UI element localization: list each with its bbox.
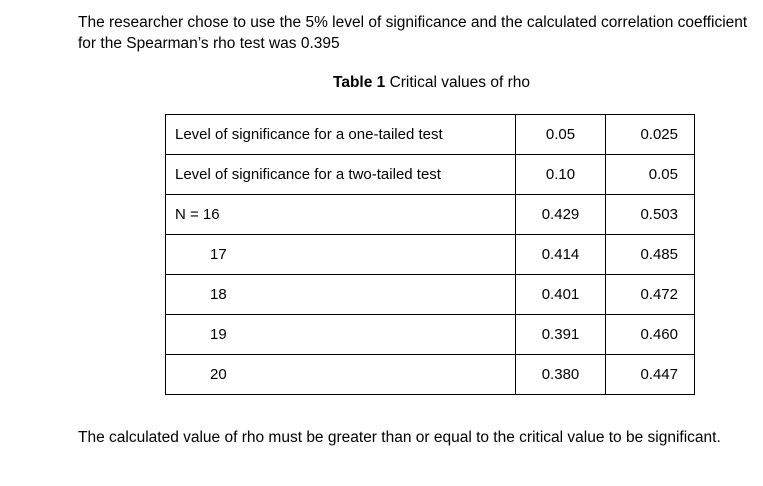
row-label: N = 16 [166, 195, 516, 235]
value-cell: 0.503 [606, 195, 695, 235]
conclusion-paragraph: The calculated value of rho must be greater than or equal to the critical value to be significant. [78, 429, 721, 446]
row-label: Level of significance for a two-tailed test [166, 155, 516, 195]
critical-values-table [165, 114, 695, 395]
row-label: 18 [166, 275, 516, 315]
table-caption-text: Critical values of rho [385, 74, 530, 91]
row-label: 19 [166, 315, 516, 355]
table-row [166, 155, 695, 195]
value-cell: 0.472 [606, 275, 695, 315]
table-row [166, 315, 695, 355]
value-cell: 0.05 [516, 115, 606, 155]
row-label: Level of significance for a one-tailed test [166, 115, 516, 155]
value-cell: 0.025 [606, 115, 695, 155]
value-cell: 0.401 [516, 275, 606, 315]
value-cell: 0.460 [606, 315, 695, 355]
row-label: 17 [166, 235, 516, 275]
value-cell: 0.380 [516, 355, 606, 395]
value-cell: 0.414 [516, 235, 606, 275]
row-label: 20 [166, 355, 516, 395]
intro-paragraph: The researcher chose to use the 5% level of significance and the calculated correlation coefficient for the Spearman’s rho test was 0.395 [78, 14, 748, 52]
table-row [166, 355, 695, 395]
table-caption [0, 73, 763, 93]
table-caption-number: Table 1 [333, 74, 386, 91]
table-row [166, 115, 695, 155]
value-cell: 0.429 [516, 195, 606, 235]
table-row [166, 235, 695, 275]
value-cell: 0.447 [606, 355, 695, 395]
value-cell: 0.10 [516, 155, 606, 195]
value-cell: 0.05 [606, 155, 695, 195]
table-row [166, 195, 695, 235]
value-cell: 0.391 [516, 315, 606, 355]
value-cell: 0.485 [606, 235, 695, 275]
table-row [166, 275, 695, 315]
